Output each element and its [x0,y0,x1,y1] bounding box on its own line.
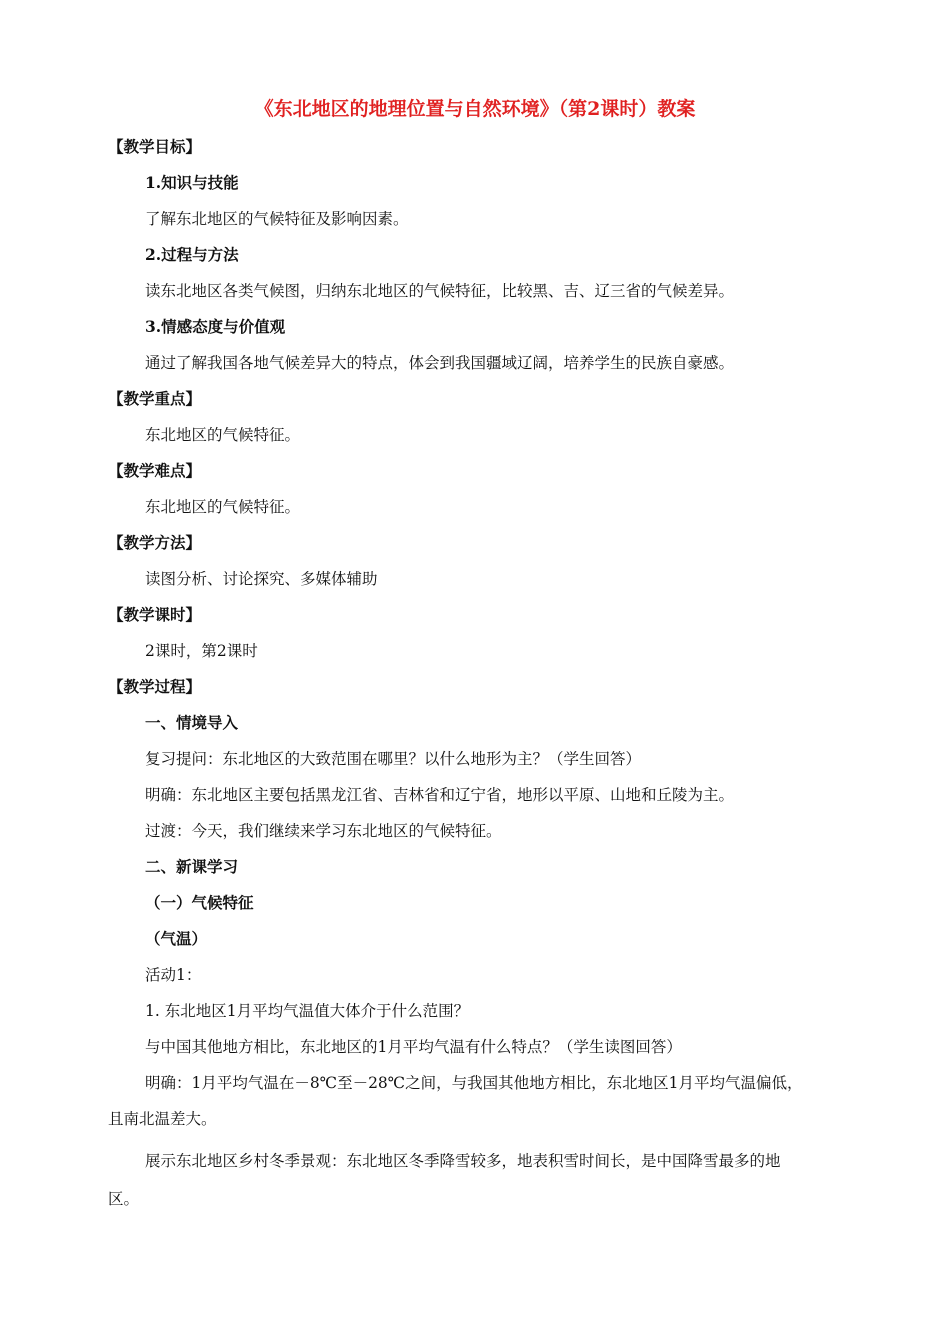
process-method-text: 读东北地区各类气候图，归纳东北地区的气候特征，比较黑、吉、辽三省的气候差异。 [145,282,735,300]
goals-heading: 【教学目标】 [108,137,202,156]
intro-heading: 一、情境导入 [145,713,239,732]
question-1b: 与中国其他地方相比，东北地区的1月平均气温有什么特点？（学生读图回答） [145,1038,682,1056]
key-point-text: 东北地区的气候特征。 [145,426,301,444]
intro-answer: 明确：东北地区主要包括黑龙江省、吉林省和辽宁省，地形以平原、山地和丘陵为主。 [145,786,735,804]
temperature-heading: （气温） [145,929,208,948]
difficulty-text: 东北地区的气候特征。 [145,498,301,516]
show-line2: 区。 [108,1190,140,1208]
difficulty-heading: 【教学难点】 [108,461,202,480]
process-heading: 【教学过程】 [108,677,202,696]
hours-heading: 【教学课时】 [108,605,202,624]
new-lesson-heading: 二、新课学习 [145,857,239,876]
knowledge-text: 了解东北地区的气候特征及影响因素。 [145,210,409,228]
method-heading: 【教学方法】 [108,533,202,552]
emotion-heading: 3.情感态度与价值观 [145,317,286,336]
hours-text: 2课时，第2课时 [145,642,258,660]
process-method-heading: 2.过程与方法 [145,245,239,264]
key-point-heading: 【教学重点】 [108,389,202,408]
intro-transition: 过渡：今天，我们继续来学习东北地区的气候特征。 [145,822,502,840]
climate-heading: （一）气候特征 [145,893,254,912]
method-text: 读图分析、讨论探究、多媒体辅助 [145,570,378,588]
emotion-text: 通过了解我国各地气候差异大的特点，体会到我国疆域辽阔，培养学生的民族自豪感。 [145,354,735,372]
intro-question: 复习提问：东北地区的大致范围在哪里？以什么地形为主？（学生回答） [145,750,642,768]
answer-1-line1: 明确：1月平均气温在－8℃至－28℃之间，与我国其他地方相比，东北地区1月平均气温偏低， [145,1074,803,1092]
answer-1-line2: 且南北温差大。 [108,1110,217,1128]
question-1: 1. 东北地区1月平均气温值大体介于什么范围？ [145,1002,470,1020]
show-line1: 展示东北地区乡村冬季景观：东北地区冬季降雪较多，地表积雪时间长，是中国降雪最多的地 [145,1152,781,1170]
activity-label: 活动1： [145,966,202,984]
knowledge-heading: 1.知识与技能 [145,173,239,192]
document-title: 《东北地区的地理位置与自然环境》（第2课时）教案 [254,98,696,120]
